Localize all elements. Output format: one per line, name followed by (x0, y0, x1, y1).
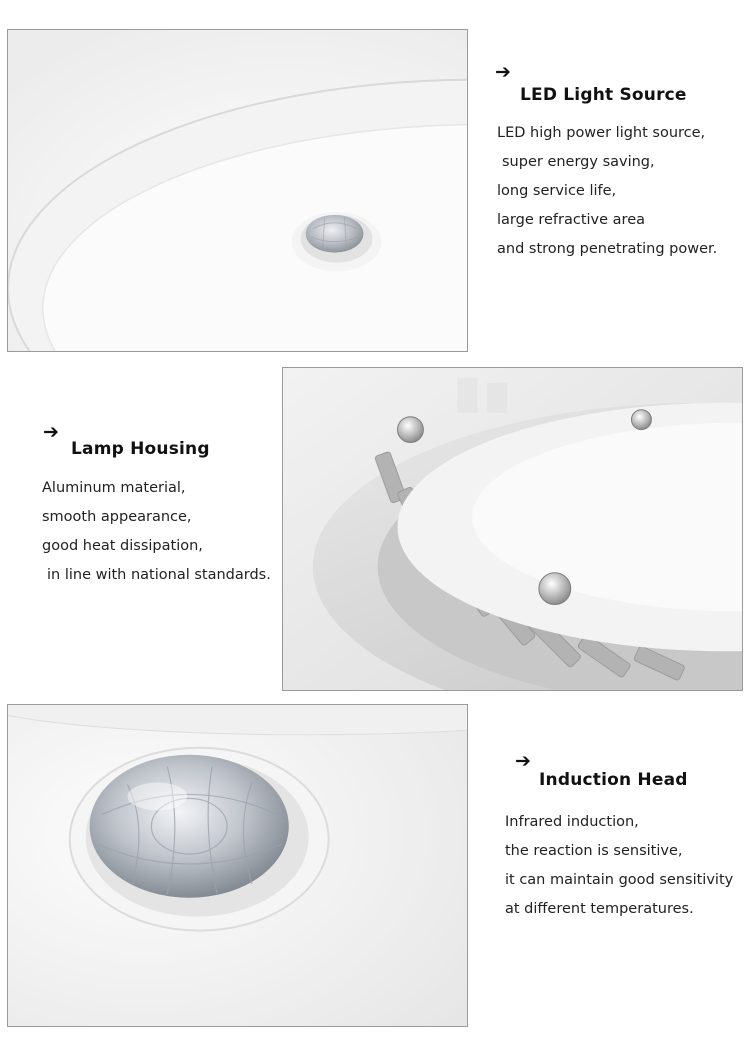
feature-list (505, 808, 733, 924)
lamp-housing-image (283, 368, 742, 690)
induction-head-photo (7, 704, 468, 1027)
arrow-right-icon: ➔ (515, 750, 531, 772)
feature-line: the reaction is sensitive, (505, 843, 683, 859)
feature-line: Aluminum material, (42, 480, 186, 496)
feature-line: and strong penetrating power. (497, 241, 718, 257)
section-title: Induction Head (539, 770, 688, 790)
feature-line: it can maintain good sensitivity (505, 872, 734, 888)
arrow-right-icon: ➔ (43, 421, 59, 443)
led-panel-image (8, 30, 467, 351)
feature-line: super energy saving, (502, 154, 655, 170)
feature-line: long service life, (497, 183, 617, 199)
led-light-source-photo (7, 29, 468, 352)
lamp-housing-photo (282, 367, 743, 691)
feature-line: good heat dissipation, (42, 538, 203, 554)
feature-list (42, 474, 271, 590)
feature-list (497, 119, 717, 264)
feature-line: in line with national standards. (47, 567, 271, 583)
section-title: LED Light Source (520, 85, 687, 105)
induction-head-image (8, 705, 467, 1026)
arrow-right-icon: ➔ (495, 61, 511, 83)
feature-line: Infrared induction, (505, 814, 639, 830)
section-title: Lamp Housing (71, 439, 210, 459)
feature-line: LED high power light source, (497, 125, 706, 141)
feature-line: large refractive area (497, 212, 646, 228)
feature-line: smooth appearance, (42, 509, 192, 525)
feature-line: at different temperatures. (505, 901, 694, 917)
